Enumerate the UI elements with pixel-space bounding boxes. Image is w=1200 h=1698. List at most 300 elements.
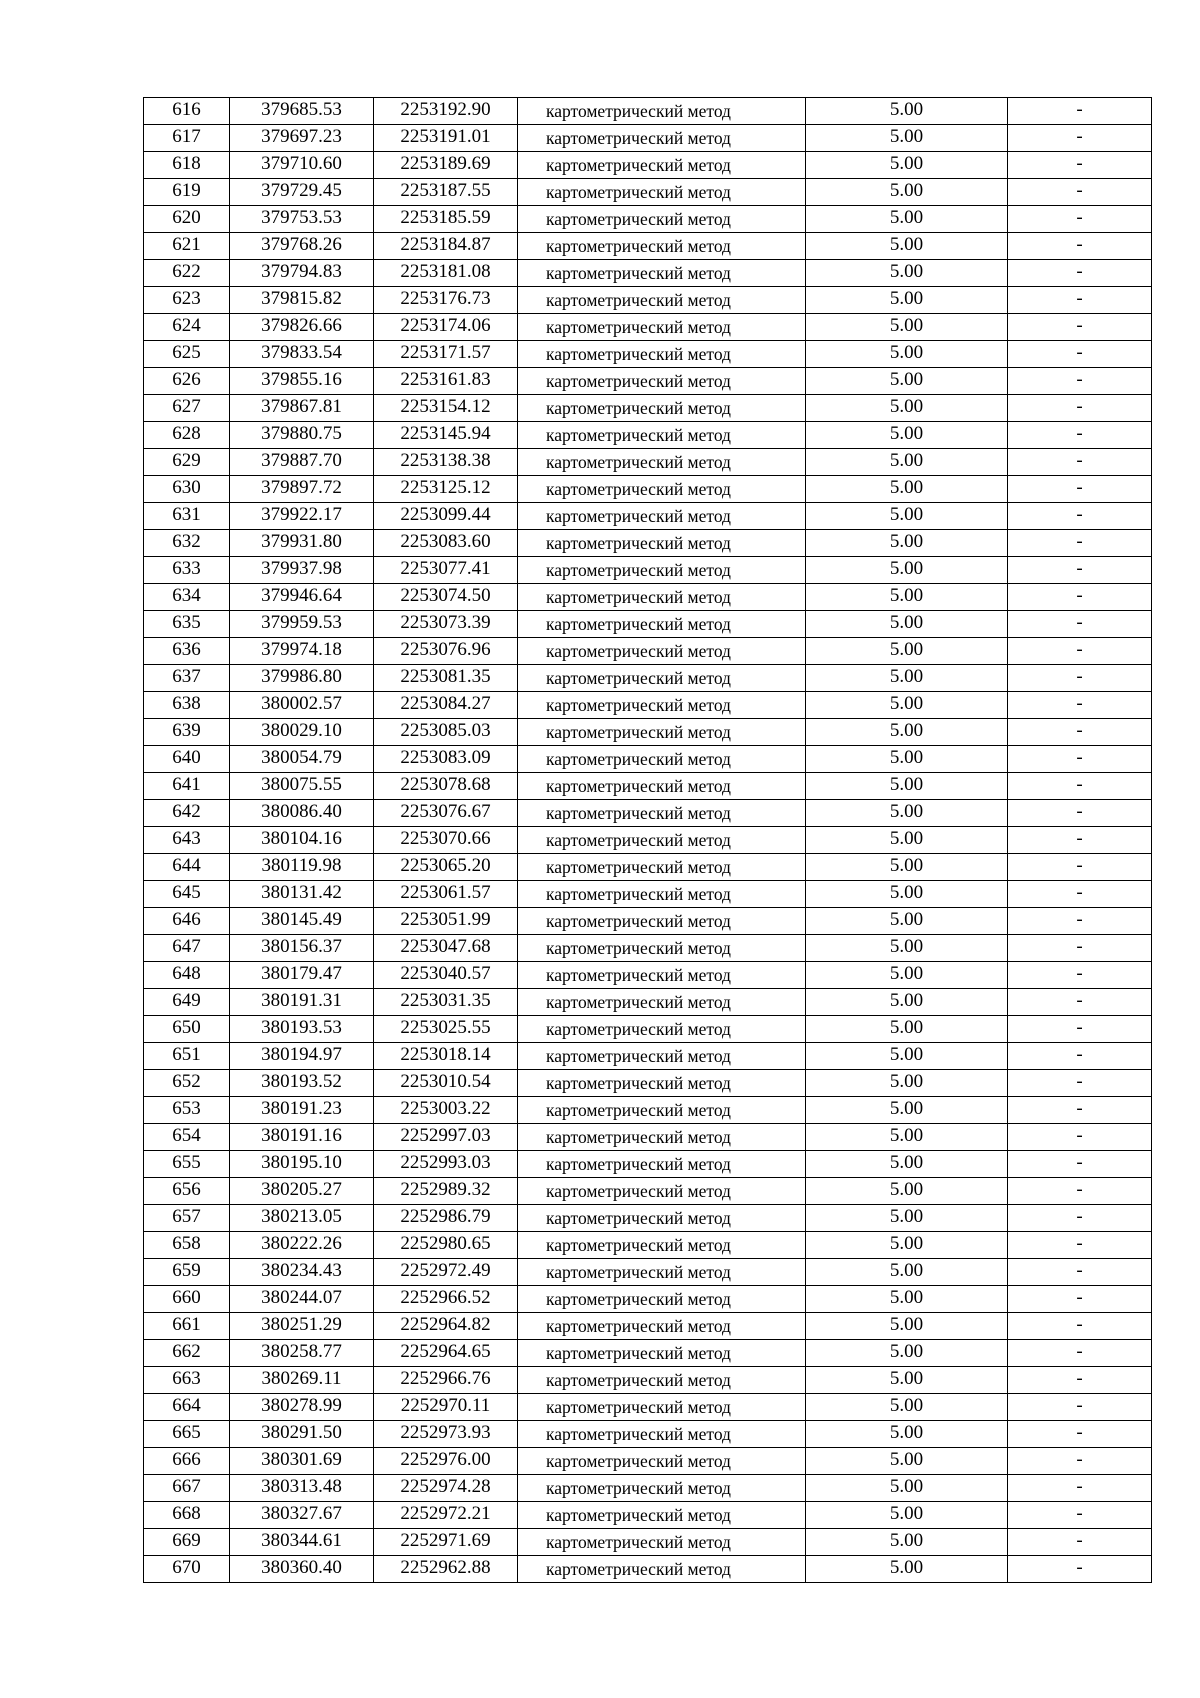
method-cell: картометрический метод <box>518 179 806 206</box>
x-coordinate-cell: 380344.61 <box>230 1529 374 1556</box>
x-coordinate-cell: 380029.10 <box>230 719 374 746</box>
note-cell: - <box>1008 1529 1152 1556</box>
point-number-cell: 619 <box>144 179 230 206</box>
point-number-cell: 636 <box>144 638 230 665</box>
note-cell: - <box>1008 1097 1152 1124</box>
note-cell: - <box>1008 368 1152 395</box>
point-number-cell: 620 <box>144 206 230 233</box>
y-coordinate-cell: 2253154.12 <box>374 395 518 422</box>
accuracy-cell: 5.00 <box>806 584 1008 611</box>
note-cell: - <box>1008 1313 1152 1340</box>
accuracy-cell: 5.00 <box>806 1178 1008 1205</box>
note-cell: - <box>1008 1394 1152 1421</box>
y-coordinate-cell: 2253084.27 <box>374 692 518 719</box>
table-row <box>144 1448 1152 1475</box>
note-cell: - <box>1008 1070 1152 1097</box>
method-cell: картометрический метод <box>518 1394 806 1421</box>
accuracy-cell: 5.00 <box>806 746 1008 773</box>
accuracy-cell: 5.00 <box>806 179 1008 206</box>
accuracy-cell: 5.00 <box>806 1043 1008 1070</box>
accuracy-cell: 5.00 <box>806 773 1008 800</box>
table-row <box>144 179 1152 206</box>
point-number-cell: 644 <box>144 854 230 881</box>
x-coordinate-cell: 380195.10 <box>230 1151 374 1178</box>
y-coordinate-cell: 2252997.03 <box>374 1124 518 1151</box>
method-cell: картометрический метод <box>518 584 806 611</box>
x-coordinate-cell: 380002.57 <box>230 692 374 719</box>
method-cell: картометрический метод <box>518 989 806 1016</box>
point-number-cell: 630 <box>144 476 230 503</box>
method-cell: картометрический метод <box>518 1421 806 1448</box>
x-coordinate-cell: 380145.49 <box>230 908 374 935</box>
method-cell: картометрический метод <box>518 1016 806 1043</box>
method-cell: картометрический метод <box>518 773 806 800</box>
x-coordinate-cell: 380179.47 <box>230 962 374 989</box>
note-cell: - <box>1008 800 1152 827</box>
table-row <box>144 1016 1152 1043</box>
point-number-cell: 618 <box>144 152 230 179</box>
y-coordinate-cell: 2253125.12 <box>374 476 518 503</box>
accuracy-cell: 5.00 <box>806 287 1008 314</box>
point-number-cell: 660 <box>144 1286 230 1313</box>
point-number-cell: 662 <box>144 1340 230 1367</box>
table-row <box>144 1367 1152 1394</box>
method-cell: картометрический метод <box>518 1475 806 1502</box>
accuracy-cell: 5.00 <box>806 800 1008 827</box>
note-cell: - <box>1008 206 1152 233</box>
accuracy-cell: 5.00 <box>806 1340 1008 1367</box>
point-number-cell: 642 <box>144 800 230 827</box>
note-cell: - <box>1008 935 1152 962</box>
accuracy-cell: 5.00 <box>806 1448 1008 1475</box>
table-row <box>144 1178 1152 1205</box>
table-row <box>144 503 1152 530</box>
table-row <box>144 1421 1152 1448</box>
y-coordinate-cell: 2253099.44 <box>374 503 518 530</box>
point-number-cell: 638 <box>144 692 230 719</box>
y-coordinate-cell: 2253025.55 <box>374 1016 518 1043</box>
table-row <box>144 1340 1152 1367</box>
x-coordinate-cell: 380222.26 <box>230 1232 374 1259</box>
method-cell: картометрический метод <box>518 611 806 638</box>
point-number-cell: 624 <box>144 314 230 341</box>
x-coordinate-cell: 379931.80 <box>230 530 374 557</box>
y-coordinate-cell: 2252993.03 <box>374 1151 518 1178</box>
method-cell: картометрический метод <box>518 827 806 854</box>
x-coordinate-cell: 379959.53 <box>230 611 374 638</box>
y-coordinate-cell: 2253051.99 <box>374 908 518 935</box>
x-coordinate-cell: 380075.55 <box>230 773 374 800</box>
table-row <box>144 881 1152 908</box>
table-row <box>144 1394 1152 1421</box>
point-number-cell: 659 <box>144 1259 230 1286</box>
point-number-cell: 651 <box>144 1043 230 1070</box>
x-coordinate-cell: 379833.54 <box>230 341 374 368</box>
note-cell: - <box>1008 881 1152 908</box>
x-coordinate-cell: 380213.05 <box>230 1205 374 1232</box>
accuracy-cell: 5.00 <box>806 1232 1008 1259</box>
table-row <box>144 314 1152 341</box>
point-number-cell: 621 <box>144 233 230 260</box>
accuracy-cell: 5.00 <box>806 1529 1008 1556</box>
point-number-cell: 646 <box>144 908 230 935</box>
y-coordinate-cell: 2253070.66 <box>374 827 518 854</box>
method-cell: картометрический метод <box>518 1097 806 1124</box>
y-coordinate-cell: 2253076.96 <box>374 638 518 665</box>
y-coordinate-cell: 2253061.57 <box>374 881 518 908</box>
x-coordinate-cell: 380258.77 <box>230 1340 374 1367</box>
y-coordinate-cell: 2253184.87 <box>374 233 518 260</box>
table-row <box>144 1070 1152 1097</box>
note-cell: - <box>1008 773 1152 800</box>
point-number-cell: 654 <box>144 1124 230 1151</box>
method-cell: картометрический метод <box>518 98 806 125</box>
note-cell: - <box>1008 827 1152 854</box>
method-cell: картометрический метод <box>518 800 806 827</box>
table-row <box>144 341 1152 368</box>
x-coordinate-cell: 379855.16 <box>230 368 374 395</box>
x-coordinate-cell: 380234.43 <box>230 1259 374 1286</box>
note-cell: - <box>1008 1016 1152 1043</box>
x-coordinate-cell: 379729.45 <box>230 179 374 206</box>
table-row <box>144 1475 1152 1502</box>
method-cell: картометрический метод <box>518 557 806 584</box>
note-cell: - <box>1008 1151 1152 1178</box>
coordinates-table-body <box>144 98 1152 1583</box>
method-cell: картометрический метод <box>518 1151 806 1178</box>
x-coordinate-cell: 379815.82 <box>230 287 374 314</box>
x-coordinate-cell: 380360.40 <box>230 1556 374 1583</box>
y-coordinate-cell: 2252971.69 <box>374 1529 518 1556</box>
accuracy-cell: 5.00 <box>806 1394 1008 1421</box>
note-cell: - <box>1008 1232 1152 1259</box>
method-cell: картометрический метод <box>518 449 806 476</box>
point-number-cell: 617 <box>144 125 230 152</box>
method-cell: картометрический метод <box>518 962 806 989</box>
accuracy-cell: 5.00 <box>806 692 1008 719</box>
accuracy-cell: 5.00 <box>806 1475 1008 1502</box>
point-number-cell: 667 <box>144 1475 230 1502</box>
method-cell: картометрический метод <box>518 1070 806 1097</box>
accuracy-cell: 5.00 <box>806 503 1008 530</box>
y-coordinate-cell: 2252964.65 <box>374 1340 518 1367</box>
point-number-cell: 623 <box>144 287 230 314</box>
note-cell: - <box>1008 962 1152 989</box>
point-number-cell: 629 <box>144 449 230 476</box>
y-coordinate-cell: 2253191.01 <box>374 125 518 152</box>
table-row <box>144 665 1152 692</box>
method-cell: картометрический метод <box>518 341 806 368</box>
note-cell: - <box>1008 179 1152 206</box>
accuracy-cell: 5.00 <box>806 98 1008 125</box>
method-cell: картометрический метод <box>518 719 806 746</box>
point-number-cell: 625 <box>144 341 230 368</box>
x-coordinate-cell: 380104.16 <box>230 827 374 854</box>
method-cell: картометрический метод <box>518 854 806 881</box>
accuracy-cell: 5.00 <box>806 341 1008 368</box>
note-cell: - <box>1008 233 1152 260</box>
point-number-cell: 637 <box>144 665 230 692</box>
point-number-cell: 632 <box>144 530 230 557</box>
point-number-cell: 650 <box>144 1016 230 1043</box>
accuracy-cell: 5.00 <box>806 206 1008 233</box>
y-coordinate-cell: 2253085.03 <box>374 719 518 746</box>
method-cell: картометрический метод <box>518 395 806 422</box>
x-coordinate-cell: 379697.23 <box>230 125 374 152</box>
method-cell: картометрический метод <box>518 1448 806 1475</box>
x-coordinate-cell: 380205.27 <box>230 1178 374 1205</box>
y-coordinate-cell: 2253040.57 <box>374 962 518 989</box>
table-row <box>144 206 1152 233</box>
accuracy-cell: 5.00 <box>806 1367 1008 1394</box>
table-row <box>144 1043 1152 1070</box>
point-number-cell: 626 <box>144 368 230 395</box>
method-cell: картометрический метод <box>518 260 806 287</box>
point-number-cell: 658 <box>144 1232 230 1259</box>
point-number-cell: 670 <box>144 1556 230 1583</box>
note-cell: - <box>1008 665 1152 692</box>
method-cell: картометрический метод <box>518 746 806 773</box>
point-number-cell: 643 <box>144 827 230 854</box>
point-number-cell: 664 <box>144 1394 230 1421</box>
point-number-cell: 652 <box>144 1070 230 1097</box>
accuracy-cell: 5.00 <box>806 962 1008 989</box>
x-coordinate-cell: 380191.23 <box>230 1097 374 1124</box>
method-cell: картометрический метод <box>518 1043 806 1070</box>
y-coordinate-cell: 2253171.57 <box>374 341 518 368</box>
accuracy-cell: 5.00 <box>806 1070 1008 1097</box>
method-cell: картометрический метод <box>518 1367 806 1394</box>
accuracy-cell: 5.00 <box>806 395 1008 422</box>
accuracy-cell: 5.00 <box>806 827 1008 854</box>
method-cell: картометрический метод <box>518 692 806 719</box>
table-row <box>144 476 1152 503</box>
x-coordinate-cell: 380251.29 <box>230 1313 374 1340</box>
accuracy-cell: 5.00 <box>806 1016 1008 1043</box>
x-coordinate-cell: 379768.26 <box>230 233 374 260</box>
method-cell: картометрический метод <box>518 1205 806 1232</box>
y-coordinate-cell: 2253181.08 <box>374 260 518 287</box>
y-coordinate-cell: 2252973.93 <box>374 1421 518 1448</box>
x-coordinate-cell: 380269.11 <box>230 1367 374 1394</box>
y-coordinate-cell: 2253187.55 <box>374 179 518 206</box>
y-coordinate-cell: 2252964.82 <box>374 1313 518 1340</box>
table-row <box>144 422 1152 449</box>
note-cell: - <box>1008 1421 1152 1448</box>
x-coordinate-cell: 379753.53 <box>230 206 374 233</box>
y-coordinate-cell: 2253176.73 <box>374 287 518 314</box>
accuracy-cell: 5.00 <box>806 908 1008 935</box>
table-row <box>144 260 1152 287</box>
accuracy-cell: 5.00 <box>806 125 1008 152</box>
method-cell: картометрический метод <box>518 233 806 260</box>
method-cell: картометрический метод <box>518 125 806 152</box>
table-row <box>144 1556 1152 1583</box>
y-coordinate-cell: 2253077.41 <box>374 557 518 584</box>
note-cell: - <box>1008 341 1152 368</box>
y-coordinate-cell: 2253047.68 <box>374 935 518 962</box>
method-cell: картометрический метод <box>518 422 806 449</box>
y-coordinate-cell: 2253076.67 <box>374 800 518 827</box>
method-cell: картометрический метод <box>518 1286 806 1313</box>
y-coordinate-cell: 2253065.20 <box>374 854 518 881</box>
method-cell: картометрический метод <box>518 881 806 908</box>
x-coordinate-cell: 380054.79 <box>230 746 374 773</box>
table-row <box>144 638 1152 665</box>
accuracy-cell: 5.00 <box>806 314 1008 341</box>
table-row <box>144 773 1152 800</box>
x-coordinate-cell: 380191.16 <box>230 1124 374 1151</box>
table-row <box>144 125 1152 152</box>
table-row <box>144 1502 1152 1529</box>
x-coordinate-cell: 379986.80 <box>230 665 374 692</box>
method-cell: картометрический метод <box>518 1259 806 1286</box>
accuracy-cell: 5.00 <box>806 1151 1008 1178</box>
accuracy-cell: 5.00 <box>806 152 1008 179</box>
method-cell: картометрический метод <box>518 1313 806 1340</box>
table-row <box>144 692 1152 719</box>
note-cell: - <box>1008 1556 1152 1583</box>
x-coordinate-cell: 380244.07 <box>230 1286 374 1313</box>
table-row <box>144 287 1152 314</box>
x-coordinate-cell: 380278.99 <box>230 1394 374 1421</box>
point-number-cell: 653 <box>144 1097 230 1124</box>
method-cell: картометрический метод <box>518 503 806 530</box>
point-number-cell: 663 <box>144 1367 230 1394</box>
x-coordinate-cell: 379897.72 <box>230 476 374 503</box>
method-cell: картометрический метод <box>518 1502 806 1529</box>
y-coordinate-cell: 2253073.39 <box>374 611 518 638</box>
accuracy-cell: 5.00 <box>806 854 1008 881</box>
accuracy-cell: 5.00 <box>806 557 1008 584</box>
note-cell: - <box>1008 1178 1152 1205</box>
table-row <box>144 530 1152 557</box>
note-cell: - <box>1008 854 1152 881</box>
accuracy-cell: 5.00 <box>806 1556 1008 1583</box>
note-cell: - <box>1008 1259 1152 1286</box>
y-coordinate-cell: 2252962.88 <box>374 1556 518 1583</box>
table-row <box>144 1232 1152 1259</box>
method-cell: картометрический метод <box>518 908 806 935</box>
x-coordinate-cell: 380119.98 <box>230 854 374 881</box>
y-coordinate-cell: 2253189.69 <box>374 152 518 179</box>
x-coordinate-cell: 379937.98 <box>230 557 374 584</box>
method-cell: картометрический метод <box>518 1340 806 1367</box>
point-number-cell: 647 <box>144 935 230 962</box>
note-cell: - <box>1008 1124 1152 1151</box>
method-cell: картометрический метод <box>518 665 806 692</box>
table-row <box>144 584 1152 611</box>
method-cell: картометрический метод <box>518 206 806 233</box>
table-row <box>144 1259 1152 1286</box>
point-number-cell: 655 <box>144 1151 230 1178</box>
accuracy-cell: 5.00 <box>806 1502 1008 1529</box>
note-cell: - <box>1008 746 1152 773</box>
note-cell: - <box>1008 98 1152 125</box>
point-number-cell: 649 <box>144 989 230 1016</box>
accuracy-cell: 5.00 <box>806 476 1008 503</box>
y-coordinate-cell: 2253078.68 <box>374 773 518 800</box>
note-cell: - <box>1008 260 1152 287</box>
note-cell: - <box>1008 1475 1152 1502</box>
x-coordinate-cell: 379826.66 <box>230 314 374 341</box>
method-cell: картометрический метод <box>518 935 806 962</box>
x-coordinate-cell: 380191.31 <box>230 989 374 1016</box>
table-row <box>144 1286 1152 1313</box>
x-coordinate-cell: 379880.75 <box>230 422 374 449</box>
accuracy-cell: 5.00 <box>806 449 1008 476</box>
note-cell: - <box>1008 584 1152 611</box>
table-row <box>144 962 1152 989</box>
note-cell: - <box>1008 422 1152 449</box>
point-number-cell: 631 <box>144 503 230 530</box>
x-coordinate-cell: 379887.70 <box>230 449 374 476</box>
note-cell: - <box>1008 152 1152 179</box>
note-cell: - <box>1008 989 1152 1016</box>
method-cell: картометрический метод <box>518 314 806 341</box>
table-row <box>144 854 1152 881</box>
table-row <box>144 449 1152 476</box>
accuracy-cell: 5.00 <box>806 638 1008 665</box>
table-row <box>144 152 1152 179</box>
coordinates-table <box>143 97 1152 1583</box>
y-coordinate-cell: 2253185.59 <box>374 206 518 233</box>
table-row <box>144 1313 1152 1340</box>
note-cell: - <box>1008 125 1152 152</box>
point-number-cell: 641 <box>144 773 230 800</box>
note-cell: - <box>1008 611 1152 638</box>
point-number-cell: 616 <box>144 98 230 125</box>
table-row <box>144 719 1152 746</box>
x-coordinate-cell: 379710.60 <box>230 152 374 179</box>
x-coordinate-cell: 379685.53 <box>230 98 374 125</box>
point-number-cell: 633 <box>144 557 230 584</box>
method-cell: картометрический метод <box>518 287 806 314</box>
x-coordinate-cell: 380193.52 <box>230 1070 374 1097</box>
y-coordinate-cell: 2252970.11 <box>374 1394 518 1421</box>
x-coordinate-cell: 380291.50 <box>230 1421 374 1448</box>
accuracy-cell: 5.00 <box>806 611 1008 638</box>
point-number-cell: 665 <box>144 1421 230 1448</box>
accuracy-cell: 5.00 <box>806 1124 1008 1151</box>
y-coordinate-cell: 2253081.35 <box>374 665 518 692</box>
y-coordinate-cell: 2253031.35 <box>374 989 518 1016</box>
point-number-cell: 666 <box>144 1448 230 1475</box>
note-cell: - <box>1008 638 1152 665</box>
point-number-cell: 661 <box>144 1313 230 1340</box>
x-coordinate-cell: 380301.69 <box>230 1448 374 1475</box>
point-number-cell: 634 <box>144 584 230 611</box>
accuracy-cell: 5.00 <box>806 233 1008 260</box>
y-coordinate-cell: 2253018.14 <box>374 1043 518 1070</box>
x-coordinate-cell: 380194.97 <box>230 1043 374 1070</box>
table-row <box>144 1124 1152 1151</box>
note-cell: - <box>1008 503 1152 530</box>
y-coordinate-cell: 2252972.49 <box>374 1259 518 1286</box>
table-row <box>144 368 1152 395</box>
note-cell: - <box>1008 476 1152 503</box>
method-cell: картометрический метод <box>518 530 806 557</box>
y-coordinate-cell: 2252974.28 <box>374 1475 518 1502</box>
table-row <box>144 233 1152 260</box>
accuracy-cell: 5.00 <box>806 881 1008 908</box>
table-row <box>144 800 1152 827</box>
y-coordinate-cell: 2252976.00 <box>374 1448 518 1475</box>
table-row <box>144 935 1152 962</box>
point-number-cell: 639 <box>144 719 230 746</box>
point-number-cell: 622 <box>144 260 230 287</box>
method-cell: картометрический метод <box>518 638 806 665</box>
